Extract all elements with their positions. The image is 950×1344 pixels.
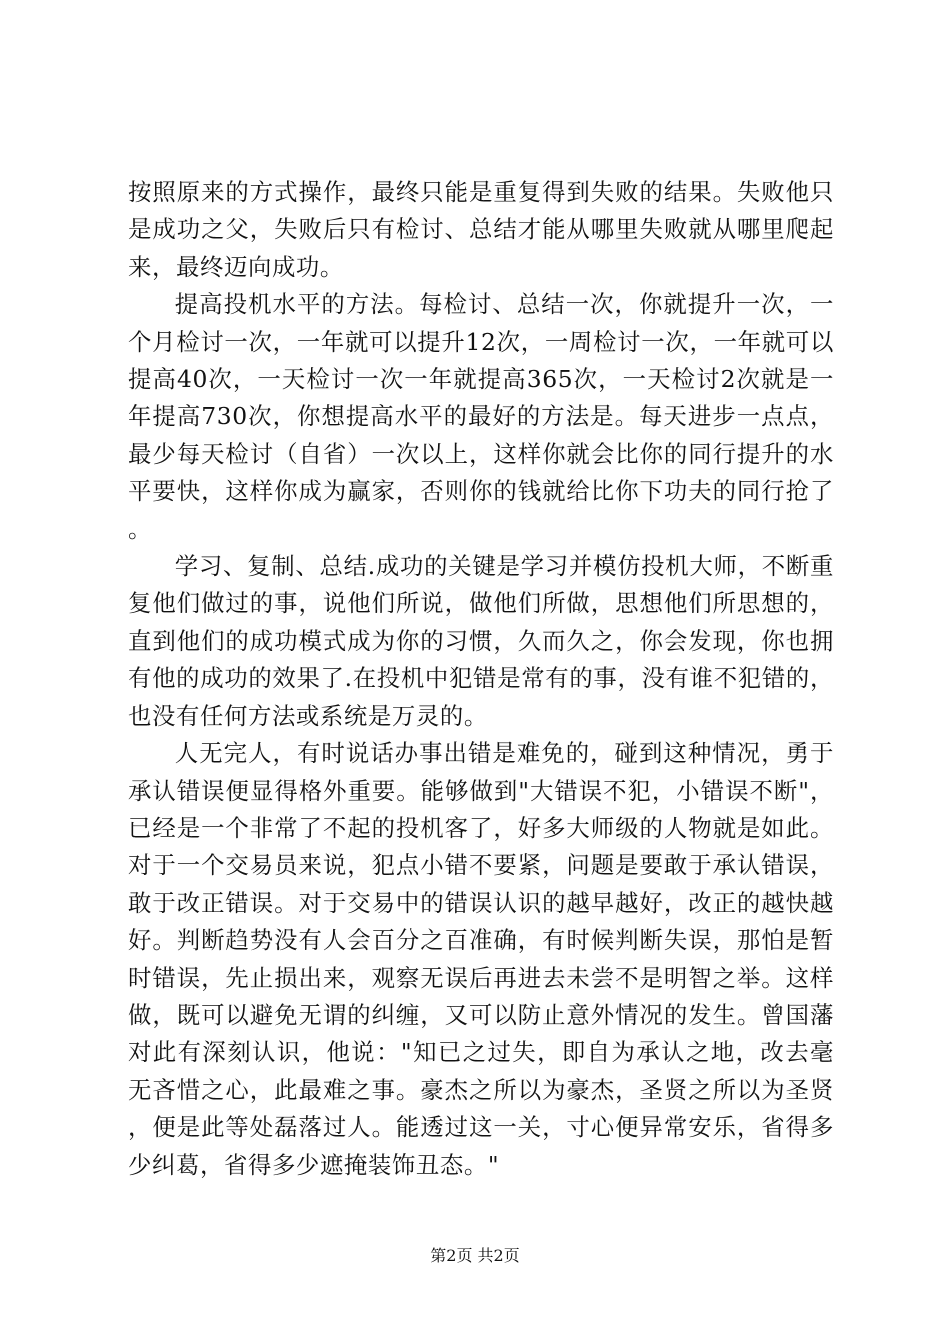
paragraph-2: 提高投机水平的方法。每检讨、总结一次，你就提升一次，一个月检讨一次，一年就可以提升12次，一周检讨一次，一年就可以提高40次，一天检讨一次一年就提高365次，一天检讨2次就是一年提高730次，你想提高水平的最好的方法是。每天进步一点点，最少每天检讨（自省）一次以上，这样你就会比你的同行提升的水平要快，这样你成为赢家，否则你的钱就给比你下功夫的同行抢了。: [128, 290, 834, 543]
paragraph-4: 人无完人，有时说话办事出错是难免的，碰到这种情况，勇于承认错误便显得格外重要。能够做到"大错误不犯，小错误不断"，已经是一个非常了不起的投机客了，好多大师级的人物就是如此。对于一个交易员来说，犯点小错不要紧，问题是要敢于承认错误，敢于改正错误。对于交易中的错误认识的越早越好，改正的越快越好。判断趋势没有人会百分之百准确，有时候判断失误，那怕是暂时错误，先止损出来，观察无误后再进去未尝不是明智之举。这样做，既可以避免无谓的纠缠，又可以防止意外情况的发生。曾国藩对此有深刻认识，他说："知已之过失，即自为承认之地，改去毫无吝惜之心，此最难之事。豪杰之所以为豪杰，圣贤之所以为圣贤，便是此等处磊落过人。能透过这一关，寸心便异常安乐，省得多少纠葛，省得多少遮掩装饰丑态。": [128, 739, 834, 1179]
paragraph-1: 按照原来的方式操作，最终只能是重复得到失败的结果。失败他只是成功之父，失败后只有检讨、总结才能从哪里失败就从哪里爬起来，最终迈向成功。: [128, 178, 834, 281]
page-footer: 第2页 共2页: [430, 1246, 520, 1265]
body-text: [128, 174, 834, 1184]
paragraph-3: 学习、复制、总结.成功的关键是学习并模仿投机大师，不断重复他们做过的事，说他们所说，做他们所做，思想他们所思想的，直到他们的成功模式成为你的习惯，久而久之，你会发现，你也拥有他的成功的效果了.在投机中犯错是常有的事，没有谁不犯错的，也没有任何方法或系统是万灵的。: [128, 552, 834, 730]
